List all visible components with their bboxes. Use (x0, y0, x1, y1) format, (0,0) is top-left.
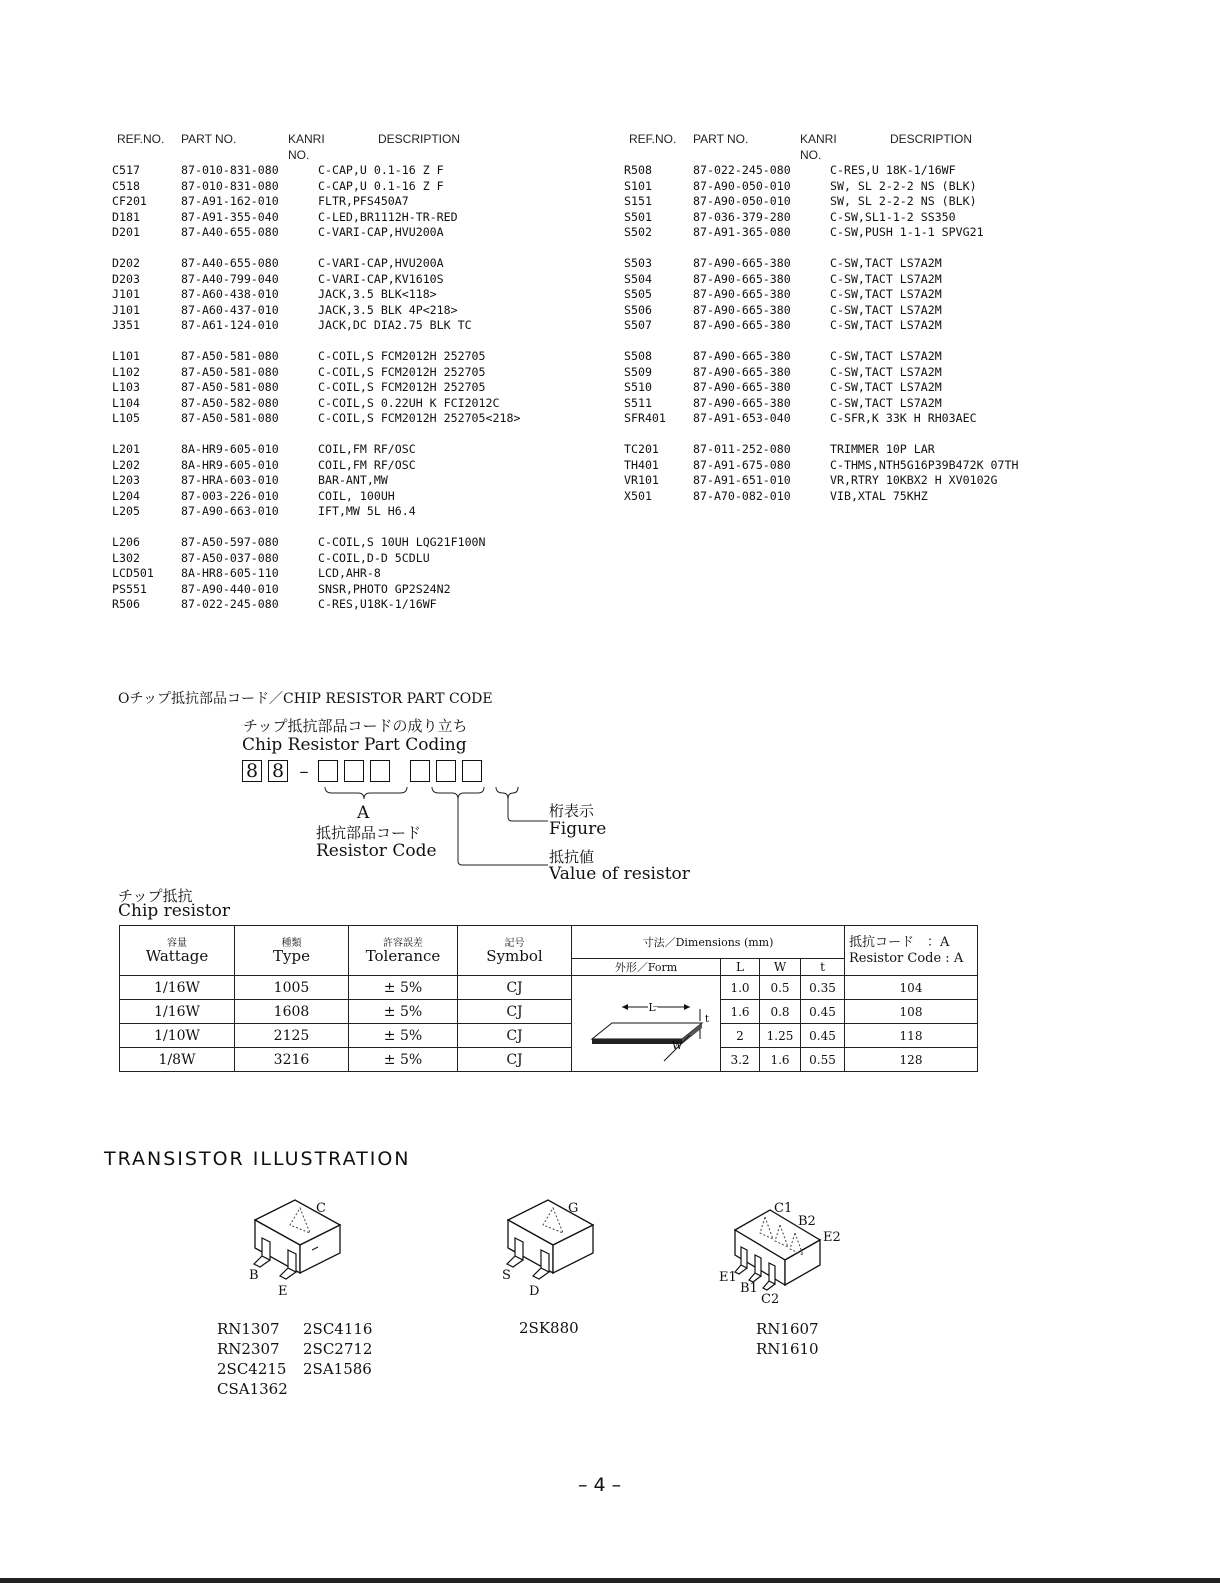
part-number: RN1610 (756, 1340, 819, 1358)
col-resistor-code: 抵抗コード ：A Resistor Code : A (845, 926, 978, 976)
coding-title-en: Chip Resistor Part Coding (242, 735, 467, 755)
ref-no: J351 (112, 318, 140, 332)
header-ref-no: REF.NO. (629, 132, 677, 146)
part-no: 87-A90-665-380 (693, 318, 791, 332)
ref-no: S506 (624, 302, 652, 317)
page-number: – 4 – (578, 1474, 622, 1496)
coding-title-jp: チップ抵抗部品コードの成り立ち (243, 717, 468, 735)
ref-no: VR101 (624, 473, 659, 487)
cell-type: 3216 (235, 1048, 349, 1072)
part-no: 87-A50-581-080 (181, 349, 279, 363)
chip-resistor-icon (572, 977, 720, 1067)
part-no: 87-022-245-080 (181, 597, 279, 611)
description: C-SW,TACT LS7A2M (830, 364, 942, 379)
ref-no: S504 (624, 271, 652, 286)
part-no: 87-036-379-280 (693, 209, 791, 224)
cell-t: 0.55 (801, 1048, 845, 1072)
cell-wattage: 1/16W (120, 976, 235, 1000)
value-jp: 抵抗値 (549, 848, 595, 866)
description: C-SW,TACT LS7A2M (830, 318, 942, 332)
ref-no: S511 (624, 395, 652, 410)
part-no: 87-A90-665-380 (693, 271, 791, 286)
code-boxes (242, 760, 488, 782)
ref-no: L103 (112, 380, 140, 394)
cell-symbol: CJ (458, 1024, 572, 1048)
label-a: A (357, 803, 370, 823)
col-type: 種類 Type (235, 926, 349, 976)
table-row (120, 1024, 978, 1048)
part-no: 87-A61-124-010 (181, 318, 279, 332)
cell-type: 2125 (235, 1024, 349, 1048)
part-no: 87-A40-655-080 (181, 256, 279, 270)
cell-W: 1.25 (760, 1024, 801, 1048)
pkg1-part-list (217, 1319, 372, 1399)
header-kanri-no: NO. (800, 148, 822, 162)
cell-W: 1.6 (760, 1048, 801, 1072)
part-number: 2SC4215 (217, 1360, 287, 1378)
part-no: 87-A50-581-080 (181, 364, 279, 379)
ref-no: L206 (112, 535, 140, 549)
part-no: 87-010-831-080 (181, 178, 279, 193)
col-wattage: 容量 Wattage (120, 926, 235, 976)
part-number: RN1607 (756, 1320, 819, 1338)
pin-e2-label: E2 (823, 1230, 841, 1245)
table-body (120, 976, 978, 1072)
description: COIL,FM RF/OSC (318, 457, 416, 472)
pkg3-part-list (756, 1319, 819, 1359)
empty-box (344, 760, 364, 782)
description: C-CAP,U 0.1-16 Z F (318, 178, 444, 193)
part-number: CSA1362 (217, 1380, 288, 1398)
part-no: 87-A40-655-080 (181, 225, 279, 239)
part-no: 87-A50-582-080 (181, 395, 279, 410)
description: LCD,AHR-8 (318, 566, 381, 580)
ref-no: SFR401 (624, 411, 666, 425)
pin-g-label: G (568, 1201, 579, 1216)
description: FLTR,PFS450A7 (318, 194, 409, 208)
table-row (120, 976, 978, 1000)
ref-no: L102 (112, 364, 140, 379)
chip-section-title: Oチップ抵抗部品コード／CHIP RESISTOR PART CODE (118, 691, 493, 707)
resistor-code-jp: 抵抗部品コード (316, 824, 422, 842)
header-description: DESCRIPTION (378, 132, 461, 146)
description: C-VARI-CAP,HVU200A (318, 225, 444, 239)
description: C-COIL,S FCM2012H 252705 (318, 380, 486, 394)
header-kanri: KANRI (800, 132, 837, 146)
cell-type: 1608 (235, 1000, 349, 1024)
transistor-title: TRANSISTOR ILLUSTRATION (104, 1148, 411, 1170)
cell-wattage: 1/8W (120, 1048, 235, 1072)
cell-L: 1.0 (721, 976, 760, 1000)
description: C-VARI-CAP,HVU200A (318, 256, 444, 270)
chip-resistor-jp: チップ抵抗 (118, 887, 193, 905)
ref-no: S510 (624, 380, 652, 394)
digit-box-2: 8 (268, 760, 288, 782)
description: IFT,MW 5L H6.4 (318, 504, 416, 518)
description: C-SFR,K 33K H RH03AEC (830, 411, 977, 425)
part-no: 87-A90-440-010 (181, 581, 279, 596)
code-dash: – (299, 760, 309, 782)
description: VIB,XTAL 75KHZ (830, 488, 928, 503)
pin-s-label: S (502, 1268, 511, 1283)
ref-no: C518 (112, 178, 140, 193)
cell-code: 128 (845, 1048, 978, 1072)
description: JACK,3.5 BLK 4P<218> (318, 302, 458, 317)
bottom-rule (0, 1578, 1220, 1583)
description: VR,RTRY 10KBX2 H XV0102G (830, 473, 998, 487)
ref-no: L204 (112, 488, 140, 503)
description: C-COIL,S FCM2012H 252705<218> (318, 411, 521, 425)
transistor-3pin-cbe (240, 1195, 360, 1305)
chip-resistor-en: Chip resistor (118, 901, 230, 921)
ref-no: S507 (624, 318, 652, 332)
description: C-RES,U18K-1/16WF (318, 597, 437, 611)
description: C-SW,TACT LS7A2M (830, 271, 942, 286)
value-en: Value of resistor (549, 864, 690, 884)
ref-no: L105 (112, 411, 140, 425)
description: BAR-ANT,MW (318, 473, 388, 487)
table-row (120, 1048, 978, 1072)
col-w: W (760, 959, 801, 976)
ref-no: PS551 (112, 581, 147, 596)
ref-no: L205 (112, 504, 140, 518)
part-no: 87-A90-665-380 (693, 287, 791, 301)
pkg2-part-number: 2SK880 (519, 1319, 579, 1337)
description: SW, SL 2-2-2 NS (BLK) (830, 178, 977, 193)
part-no: 87-011-252-080 (693, 442, 791, 456)
description: C-SW,PUSH 1-1-1 SPVG21 (830, 225, 984, 239)
part-no: 87-A40-799-040 (181, 271, 279, 286)
ref-no: D201 (112, 225, 140, 239)
resistor-code-en: Resistor Code (316, 841, 437, 861)
description: C-SW,TACT LS7A2M (830, 380, 942, 394)
ref-no: S503 (624, 256, 652, 270)
cell-wattage: 1/16W (120, 1000, 235, 1024)
description: C-COIL,S 10UH LQG21F100N (318, 535, 486, 549)
part-no: 87-A90-665-380 (693, 380, 791, 394)
ref-no: S509 (624, 364, 652, 379)
cell-tolerance: ± 5% (349, 1024, 458, 1048)
cell-tolerance: ± 5% (349, 1000, 458, 1024)
cell-W: 0.8 (760, 1000, 801, 1024)
part-no: 8A-HR9-605-010 (181, 457, 279, 472)
part-no: 8A-HR8-605-110 (181, 566, 279, 580)
svg-text:W: W (672, 1040, 683, 1052)
col-symbol: 記号 Symbol (458, 926, 572, 976)
empty-box (318, 760, 338, 782)
pin-e-label: E (278, 1284, 288, 1299)
empty-box (370, 760, 390, 782)
part-no: 87-A91-365-080 (693, 225, 791, 239)
part-no: 87-A90-665-380 (693, 364, 791, 379)
col-form: 外形／Form (572, 959, 721, 976)
empty-box (436, 760, 456, 782)
ref-no: D203 (112, 271, 140, 286)
header-kanri-no: NO. (288, 148, 310, 162)
ref-no: L201 (112, 442, 140, 456)
col-dimensions: 寸法／Dimensions (mm) (572, 926, 845, 959)
part-no: 87-A90-050-010 (693, 178, 791, 193)
ref-no: D181 (112, 209, 140, 224)
description: C-VARI-CAP,KV1610S (318, 271, 444, 286)
part-no: 87-A90-665-380 (693, 349, 791, 363)
figure-en: Figure (549, 819, 607, 839)
ref-no: LCD501 (112, 566, 154, 580)
part-no: 87-A60-438-010 (181, 287, 279, 301)
table-row (120, 1000, 978, 1024)
cell-type: 1005 (235, 976, 349, 1000)
ref-no: L202 (112, 457, 140, 472)
ref-no: S151 (624, 194, 652, 208)
cell-L: 2 (721, 1024, 760, 1048)
part-no: 87-010-831-080 (181, 163, 279, 177)
description: JACK,DC DIA2.75 BLK TC (318, 318, 472, 332)
cell-tolerance: ± 5% (349, 1048, 458, 1072)
cell-code: 118 (845, 1024, 978, 1048)
part-number: 2SA1586 (303, 1360, 372, 1378)
cell-symbol: CJ (458, 976, 572, 1000)
part-no: 87-A91-162-010 (181, 194, 279, 208)
pin-d-label: D (529, 1284, 540, 1299)
part-no: 87-A90-665-380 (693, 302, 791, 317)
part-no: 87-A91-651-010 (693, 473, 791, 487)
digit-box-1: 8 (242, 760, 262, 782)
description: C-RES,U 18K-1/16WF (830, 163, 956, 177)
part-number: 2SC4116 (303, 1320, 373, 1338)
part-no: 87-003-226-010 (181, 488, 279, 503)
description: C-SW,TACT LS7A2M (830, 349, 942, 363)
pin-c2-label: C2 (761, 1292, 780, 1307)
pin-c-label: C (316, 1201, 326, 1216)
ref-no: J101 (112, 302, 140, 317)
pin-b1-label: B1 (740, 1281, 758, 1296)
chip-form-figure (572, 976, 721, 1072)
part-no: 87-A90-050-010 (693, 194, 791, 208)
ref-no: S502 (624, 225, 652, 239)
part-number: RN1307 (217, 1320, 280, 1338)
description: C-SW,TACT LS7A2M (830, 395, 942, 410)
header-kanri: KANRI (288, 132, 325, 146)
part-no: 87-A50-037-080 (181, 550, 279, 565)
ref-no: S505 (624, 287, 652, 301)
empty-box (462, 760, 482, 782)
description: C-SW,TACT LS7A2M (830, 302, 942, 317)
part-no: 87-A90-665-380 (693, 395, 791, 410)
ref-no: D202 (112, 256, 140, 270)
part-no: 87-A90-663-010 (181, 504, 279, 518)
ref-no: R508 (624, 163, 652, 177)
ref-no: X501 (624, 488, 652, 503)
description: C-THMS,NTH5G16P39B472K 07TH (830, 457, 1019, 472)
description: C-COIL,D-D 5CDLU (318, 550, 430, 565)
svg-text:t: t (705, 1013, 710, 1025)
description: C-SW,TACT LS7A2M (830, 287, 942, 301)
col-tolerance: 許容誤差 Tolerance (349, 926, 458, 976)
part-no: 87-A70-082-010 (693, 488, 791, 503)
part-no: 87-A91-653-040 (693, 411, 791, 425)
pin-c1-label: C1 (774, 1201, 793, 1216)
description: C-SW,TACT LS7A2M (830, 256, 942, 270)
description: COIL, 100UH (318, 488, 395, 503)
ref-no: C517 (112, 163, 140, 177)
ref-no: S508 (624, 349, 652, 363)
ref-no: R506 (112, 597, 140, 611)
cell-t: 0.45 (801, 1024, 845, 1048)
header-part-no: PART NO. (693, 132, 749, 146)
description: C-COIL,S FCM2012H 252705 (318, 364, 486, 379)
part-no: 87-A90-665-380 (693, 256, 791, 270)
empty-box (410, 760, 430, 782)
part-no: 87-A91-675-080 (693, 457, 791, 472)
cell-L: 3.2 (721, 1048, 760, 1072)
description: SNSR,PHOTO GP2S24N2 (318, 581, 451, 596)
cell-wattage: 1/10W (120, 1024, 235, 1048)
pin-e1-label: E1 (719, 1270, 737, 1285)
ref-no: L101 (112, 349, 140, 363)
ref-no: S501 (624, 209, 652, 224)
col-l: L (721, 959, 760, 976)
ref-no: L203 (112, 473, 140, 487)
part-no: 87-A50-581-080 (181, 411, 279, 425)
part-no: 87-HRA-603-010 (181, 473, 279, 487)
cell-tolerance: ± 5% (349, 976, 458, 1000)
description: C-COIL,S 0.22UH K FCI2012C (318, 395, 500, 410)
ref-no: TC201 (624, 442, 659, 456)
table-header-row (120, 926, 978, 959)
header-ref-no: REF.NO. (117, 132, 165, 146)
part-number: RN2307 (217, 1340, 280, 1358)
header-description: DESCRIPTION (890, 132, 973, 146)
cell-symbol: CJ (458, 1048, 572, 1072)
cell-L: 1.6 (721, 1000, 760, 1024)
ref-no: L302 (112, 550, 140, 565)
ref-no: S101 (624, 178, 652, 193)
cell-symbol: CJ (458, 1000, 572, 1024)
part-number: 2SC2712 (303, 1340, 373, 1358)
ref-no: CF201 (112, 194, 147, 208)
ref-no: J101 (112, 287, 140, 301)
description: C-SW,SL1-1-2 SS350 (830, 209, 956, 224)
chip-resistor-table (119, 925, 978, 1072)
header-part-no: PART NO. (181, 132, 237, 146)
col-t: t (801, 959, 845, 976)
figure-jp: 桁表示 (549, 802, 595, 820)
description: C-CAP,U 0.1-16 Z F (318, 163, 444, 177)
description: COIL,FM RF/OSC (318, 442, 416, 456)
ref-no: L104 (112, 395, 140, 410)
ref-no: TH401 (624, 457, 659, 472)
cell-code: 108 (845, 1000, 978, 1024)
cell-code: 104 (845, 976, 978, 1000)
svg-text:L: L (648, 1000, 656, 1014)
part-no: 8A-HR9-605-010 (181, 442, 279, 456)
part-no: 87-A60-437-010 (181, 302, 279, 317)
description: SW, SL 2-2-2 NS (BLK) (830, 194, 977, 208)
part-no: 87-A50-597-080 (181, 535, 279, 549)
part-no: 87-A50-581-080 (181, 380, 279, 394)
description: C-COIL,S FCM2012H 252705 (318, 349, 486, 363)
description: JACK,3.5 BLK<118> (318, 287, 437, 301)
cell-t: 0.45 (801, 1000, 845, 1024)
part-no: 87-022-245-080 (693, 163, 791, 177)
pin-b2-label: B2 (798, 1214, 816, 1229)
cell-W: 0.5 (760, 976, 801, 1000)
part-no: 87-A91-355-040 (181, 209, 279, 224)
description: TRIMMER 10P LAR (830, 442, 935, 456)
pin-b-label: B (249, 1268, 259, 1283)
transistor-3pin-gsd (493, 1195, 613, 1305)
description: C-LED,BR1112H-TR-RED (318, 209, 458, 224)
cell-t: 0.35 (801, 976, 845, 1000)
